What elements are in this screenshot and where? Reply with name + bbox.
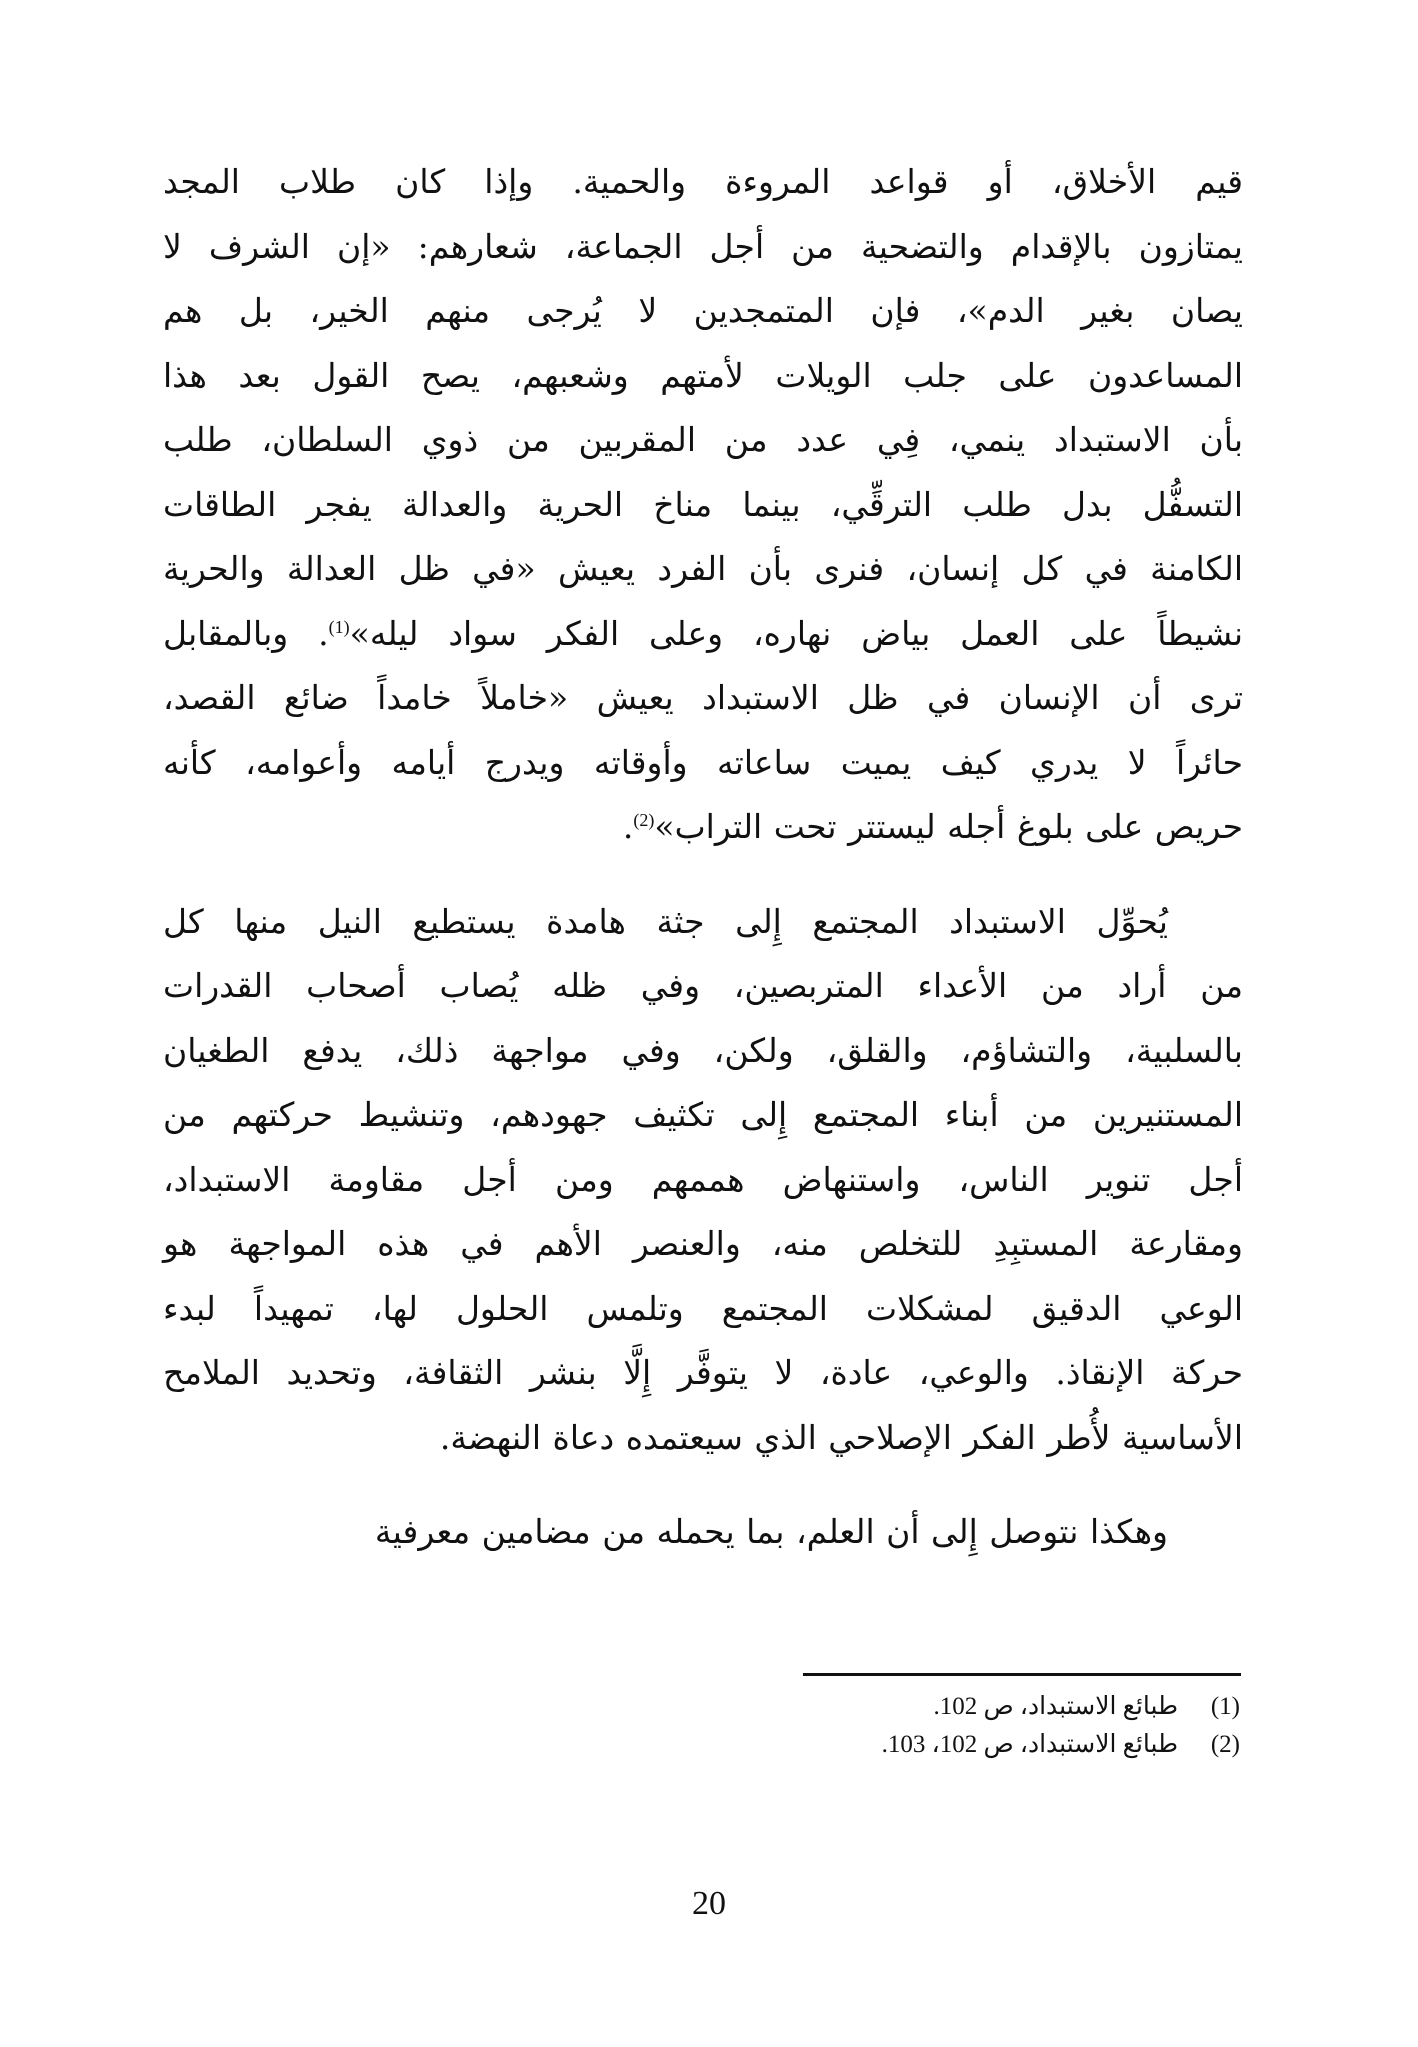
- footnotes: [600, 1688, 1240, 1764]
- text-line: الأساسية لأُطر الفكر الإصلاحي الذي سيعتمده دعاة النهضة.: [439, 1417, 1243, 1457]
- paragraph-2: [163, 890, 1243, 1471]
- text-line: من أراد من الأعداء المتربصين، وفي ظله يُصاب أصحاب القدرات: [163, 966, 1243, 1005]
- text-line: قيم الأخلاق، أو قواعد المروءة والحمية. وإذا كان طلاب المجد: [163, 162, 1243, 201]
- footnote-number: (1): [1210, 1693, 1240, 1720]
- text-line: المساعدون على جلب الويلات لأمتهم وشعبهم، يصح القول بعد هذا: [163, 355, 1243, 395]
- text-line: يمتازون بالإقدام والتضحية من أجل الجماعة، شعارهم: «إن الشرف لا: [163, 226, 1243, 266]
- text-line: أجل تنوير الناس، واستنهاض هممهم ومن أجل مقاومة الاستبداد،: [163, 1159, 1243, 1199]
- text-line: المستنيرين من أبناء المجتمع إِلى تكثيف جهودهم، وتنشيط حركتهم من: [163, 1095, 1243, 1134]
- text-line: بأن الاستبداد ينمي، فِي عدد من المقربين من ذوي السلطان، طلب: [163, 420, 1243, 459]
- page-body: [163, 150, 1243, 1565]
- paragraph-1: [163, 150, 1243, 860]
- text-line: حركة الإنقاذ. والوعي، عادة، لا يتوفَّر إِلَّا بنشر الثقافة، وتحديد الملامح: [163, 1353, 1243, 1392]
- footnote-2: [600, 1726, 1240, 1764]
- text-segment: حريص على بلوغ أجله ليستتر تحت التراب»: [654, 807, 1243, 846]
- text-segment: نشيطاً على العمل بياض نهاره، وعلى الفكر سواد ليله»: [349, 613, 1243, 653]
- text-line-with-footnote: [163, 602, 1243, 667]
- text-line: الكامنة في كل إنسان، فنرى بأن الفرد يعيش «في ظل العدالة والحرية: [163, 549, 1244, 588]
- footnote-ref-2[interactable]: (2): [633, 810, 655, 830]
- text-line: حائراً لا يدري كيف يميت ساعاته وأوقاته ويدرج أيامه وأعوامه، كأنه: [163, 742, 1243, 782]
- page-number: 20: [692, 1885, 726, 1922]
- text-segment: . وبالمقابل: [163, 613, 329, 653]
- text-line: الوعي الدقيق لمشكلات المجتمع وتلمس الحلول لها، تمهيداً لبدء: [163, 1288, 1243, 1328]
- footnote-1: [600, 1688, 1240, 1726]
- text-line: وهكذا نتوصل إِلى أن العلم، بما يحمله من مضامين معرفية: [374, 1512, 1168, 1551]
- paragraph-3: [163, 1500, 1243, 1565]
- text-line: ترى أن الإنسان في ظل الاستبداد يعيش «خاملاً خامداً ضائع القصد،: [163, 678, 1243, 717]
- footnote-separator: [803, 1673, 1241, 1676]
- text-line: يُحوِّل الاستبداد المجتمع إِلى جثة هامدة يستطيع النيل منها كل: [163, 901, 1168, 941]
- footnote-text: طبائع الاستبداد، ص 102.: [933, 1693, 1178, 1720]
- text-line-with-footnote: [163, 795, 1243, 860]
- footnote-text: طبائع الاستبداد، ص 102، 103.: [881, 1731, 1178, 1758]
- text-line: التسفُّل بدل طلب الترقِّي، بينما مناخ الحرية والعدالة يفجر الطاقات: [163, 484, 1243, 524]
- text-line: ومقارعة المستبِدِ للتخلص منه، والعنصر الأهم في هذه المواجهة هو: [163, 1224, 1243, 1263]
- text-line: يصان بغير الدم»، فإن المتمجدين لا يُرجى منهم الخير، بل هم: [163, 291, 1243, 330]
- text-line: بالسلبية، والتشاؤم، والقلق، ولكن، وفي مواجهة ذلك، يدفع الطغيان: [163, 1030, 1243, 1070]
- footnote-number: (2): [1210, 1731, 1240, 1758]
- footnote-ref-1[interactable]: (1): [328, 616, 350, 637]
- text-segment: .: [622, 807, 634, 846]
